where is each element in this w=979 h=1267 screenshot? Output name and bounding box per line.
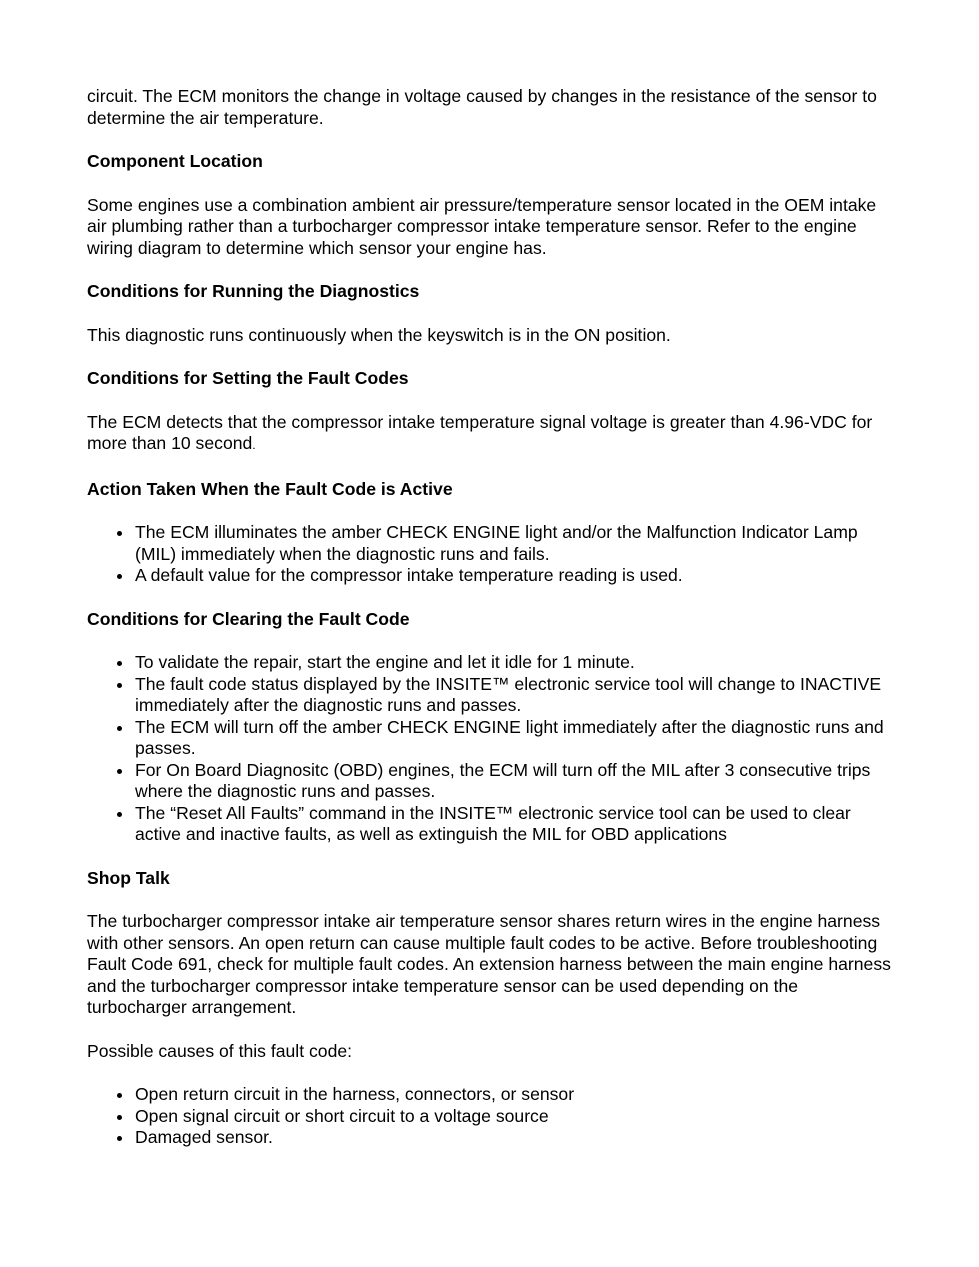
list-item: Damaged sensor.	[135, 1127, 899, 1149]
list-item: The ECM will turn off the amber CHECK ENGINE light immediately after the diagnostic runs and passes.	[135, 717, 899, 760]
action-taken-list	[87, 522, 899, 587]
component-location-paragraph: Some engines use a combination ambient air pressure/temperature sensor located in the OEM intake air plumbing rather than a turbocharger compressor intake temperature sensor. Refer to the engine wiring diagram to determine which sensor your engine has.	[87, 194, 877, 258]
list-item: To validate the repair, start the engine and let it idle for 1 minute.	[135, 652, 899, 674]
setting-fault-codes-paragraph	[87, 412, 899, 457]
list-item: Open return circuit in the harness, connectors, or sensor	[135, 1084, 899, 1106]
list-item: A default value for the compressor intake temperature reading is used.	[135, 565, 899, 587]
intro-paragraph: circuit. The ECM monitors the change in voltage caused by changes in the resistance of the sensor to determine the air temperature.	[87, 86, 877, 128]
setting-fault-codes-tail: .	[252, 438, 256, 452]
action-taken-heading: Action Taken When the Fault Code is Active	[87, 478, 453, 499]
clearing-fault-code-list	[87, 652, 899, 846]
clearing-fault-code-heading: Conditions for Clearing the Fault Code	[87, 608, 410, 629]
component-location-heading: Component Location	[87, 151, 263, 171]
possible-causes-intro: Possible causes of this fault code:	[87, 1040, 353, 1061]
list-item: The “Reset All Faults” command in the INSITE™ electronic service tool can be used to clear active and inactive faults, as well as extinguish the MIL for OBD applications	[135, 803, 899, 846]
list-item: The fault code status displayed by the INSITE™ electronic service tool will change to INACTIVE immediately after the diagnostic runs and passes.	[135, 674, 899, 717]
list-item: Open signal circuit or short circuit to a voltage source	[135, 1106, 899, 1128]
setting-fault-codes-text: The ECM detects that the compressor intake temperature signal voltage is greater than 4.96-VDC for more than 10 second	[87, 411, 873, 453]
setting-fault-codes-heading: Conditions for Setting the Fault Codes	[87, 368, 409, 388]
shop-talk-paragraph: The turbocharger compressor intake air temperature sensor shares return wires in the engine harness with other sensors. An open return can cause multiple fault codes to be active. Before troubleshooting Fault Code 691, check for multiple fault codes. An extension harness between the main engine harness and the turbocharger compressor intake temperature sensor can be used depending on the turbocharger arrangement.	[87, 911, 891, 1017]
possible-causes-list	[87, 1084, 899, 1149]
running-diagnostics-paragraph: This diagnostic runs continuously when the keyswitch is in the ON position.	[87, 324, 671, 345]
document-page	[87, 86, 899, 1171]
list-item: For On Board Diagnositc (OBD) engines, the ECM will turn off the MIL after 3 consecutive trips where the diagnostic runs and passes.	[135, 760, 899, 803]
running-diagnostics-heading: Conditions for Running the Diagnostics	[87, 281, 420, 301]
shop-talk-heading: Shop Talk	[87, 867, 170, 888]
list-item: The ECM illuminates the amber CHECK ENGINE light and/or the Malfunction Indicator Lamp (MIL) immediately when the diagnostic runs and fails.	[135, 522, 899, 565]
